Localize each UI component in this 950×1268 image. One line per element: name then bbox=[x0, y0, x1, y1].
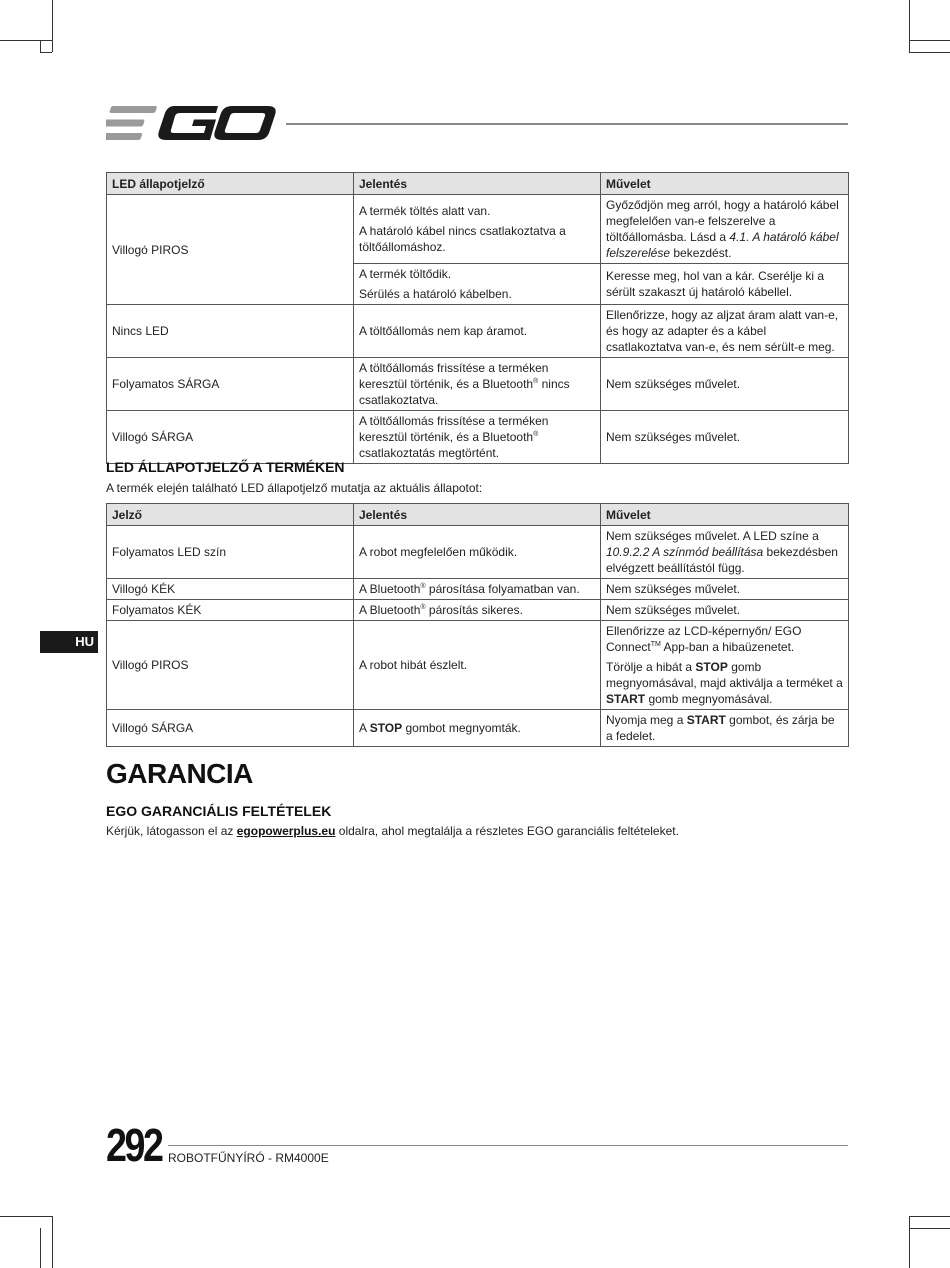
language-tab: HU bbox=[40, 631, 98, 653]
indicator-cell: Villogó SÁRGA bbox=[107, 710, 354, 747]
indicator-cell: Folyamatos LED szín bbox=[107, 526, 354, 579]
section-intro: A termék elején található LED állapotjelző mutatja az aktuális állapotot: bbox=[106, 481, 483, 495]
warranty-text-part: oldalra, ahol megtalálja a részletes EGO garanciális feltételeket. bbox=[335, 824, 679, 838]
action-cell: Ellenőrizze, hogy az aljzat áram alatt van-e, és hogy az adapter és a kábel csatlakoztatva van-e, és nem sérült-e meg. bbox=[601, 305, 849, 358]
action-text: App-ban a hibaüzenetet. bbox=[660, 640, 795, 654]
action-cell: Keresse meg, hol van a kár. Cserélje ki a sérült szakaszt új határoló kábellel. bbox=[601, 264, 849, 305]
action-cell bbox=[601, 195, 849, 264]
section-reference: 4.1. A határoló kábel felszerelése bbox=[606, 230, 839, 260]
section-heading: LED ÁLLAPOTJELZŐ A TERMÉKEN bbox=[106, 459, 345, 475]
page-number: 292 bbox=[106, 1119, 162, 1171]
meaning-cell: A robot megfelelően működik. bbox=[354, 526, 601, 579]
crop-mark bbox=[40, 1228, 41, 1268]
indicator-cell: Folyamatos KÉK bbox=[107, 600, 354, 621]
section-reference: 10.9.2.2 A színmód beállítása bbox=[606, 545, 764, 559]
table-header-row bbox=[107, 504, 849, 526]
warranty-text-part: Kérjük, látogasson el az bbox=[106, 824, 237, 838]
indicator-cell: Nincs LED bbox=[107, 305, 354, 358]
crop-mark bbox=[909, 40, 950, 41]
start-keyword: START bbox=[606, 692, 646, 706]
action-text: Ellenőrizze az LCD-képernyőn/ EGO Connect bbox=[606, 624, 802, 654]
meaning-text: gombot megnyomták. bbox=[402, 721, 521, 735]
crop-mark bbox=[40, 52, 52, 53]
warranty-subheading: EGO GARANCIÁLIS FELTÉTELEK bbox=[106, 803, 332, 819]
column-header: Jelentés bbox=[354, 504, 601, 526]
action-cell: Nem szükséges művelet. bbox=[601, 358, 849, 411]
meaning-text: csatlakoztatás megtörtént. bbox=[359, 446, 500, 460]
meaning-text: A bbox=[359, 721, 370, 735]
crop-mark bbox=[52, 1216, 53, 1268]
meaning-text: párosítása folyamatban van. bbox=[425, 582, 580, 596]
action-paragraph bbox=[606, 623, 843, 655]
registered-mark: ® bbox=[533, 431, 539, 438]
table-row bbox=[107, 600, 849, 621]
action-text: bekezdésben elvégzett beállítástól függ. bbox=[606, 545, 838, 575]
indicator-cell: Villogó SÁRGA bbox=[107, 411, 354, 464]
meaning-cell bbox=[354, 710, 601, 747]
table-row bbox=[107, 358, 849, 411]
meaning-text: A termék töltés alatt van. bbox=[359, 204, 491, 218]
charging-station-led-table bbox=[106, 172, 849, 464]
column-header: LED állapotjelző bbox=[107, 173, 354, 195]
action-cell: Nem szükséges művelet. bbox=[601, 579, 849, 600]
action-text: gomb megnyomásával. bbox=[645, 692, 773, 706]
action-text: gombot, és zárja be a fedelet. bbox=[606, 713, 835, 743]
registered-mark: ® bbox=[420, 604, 426, 611]
meaning-text: A töltőállomás frissítése a terméken keresztül történik, és a Bluetooth bbox=[359, 361, 549, 391]
crop-mark bbox=[40, 40, 41, 52]
registered-mark: ® bbox=[533, 378, 539, 385]
meaning-text: A határoló kábel nincs csatlakoztatva a töltőállomáshoz. bbox=[359, 224, 566, 254]
indicator-cell: Villogó PIROS bbox=[107, 195, 354, 305]
action-text: Győződjön meg arról, hogy a határoló kábel megfelelően van-e felszerelve a töltőállomásba. Lásd a bbox=[606, 198, 839, 244]
crop-mark bbox=[52, 0, 53, 52]
meaning-cell bbox=[354, 579, 601, 600]
column-header: Művelet bbox=[601, 504, 849, 526]
action-cell: Nem szükséges művelet. bbox=[601, 411, 849, 464]
action-text: gomb megnyomásával, majd aktiválja a terméket a bbox=[606, 660, 843, 690]
registered-mark: ® bbox=[420, 583, 426, 590]
table-row bbox=[107, 411, 849, 464]
table-header-row bbox=[107, 173, 849, 195]
crop-mark bbox=[909, 1228, 950, 1229]
column-header: Jelentés bbox=[354, 173, 601, 195]
table-row bbox=[107, 195, 849, 264]
page-section-title: GARANCIA bbox=[106, 758, 253, 789]
table-row bbox=[107, 621, 849, 710]
meaning-text: Sérülés a határoló kábelben. bbox=[359, 287, 512, 301]
action-paragraph bbox=[606, 659, 843, 707]
meaning-cell: A robot hibát észlelt. bbox=[354, 621, 601, 710]
product-led-table bbox=[106, 503, 849, 747]
action-cell: Nem szükséges művelet. bbox=[601, 600, 849, 621]
warranty-link[interactable]: egopowerplus.eu bbox=[236, 824, 336, 838]
crop-mark bbox=[909, 1216, 950, 1217]
meaning-text: A Bluetooth bbox=[359, 582, 421, 596]
stop-keyword: STOP bbox=[369, 721, 403, 735]
crop-mark bbox=[909, 1216, 910, 1268]
table-row bbox=[107, 710, 849, 747]
indicator-cell: Villogó PIROS bbox=[107, 621, 354, 710]
meaning-cell bbox=[354, 600, 601, 621]
action-cell bbox=[601, 526, 849, 579]
table-row bbox=[107, 305, 849, 358]
header-rule bbox=[286, 123, 848, 125]
column-header: Jelző bbox=[107, 504, 354, 526]
meaning-cell bbox=[354, 264, 601, 305]
indicator-cell: Villogó KÉK bbox=[107, 579, 354, 600]
meaning-text: A töltőállomás frissítése a terméken keresztül történik, és a Bluetooth bbox=[359, 414, 549, 444]
meaning-cell bbox=[354, 195, 601, 264]
action-cell bbox=[601, 621, 849, 710]
footer-rule bbox=[168, 1145, 848, 1146]
meaning-cell bbox=[354, 358, 601, 411]
warranty-text bbox=[106, 824, 679, 838]
crop-mark bbox=[909, 52, 950, 53]
column-header: Művelet bbox=[601, 173, 849, 195]
ego-logo bbox=[106, 104, 276, 142]
crop-mark bbox=[909, 0, 910, 52]
action-cell bbox=[601, 710, 849, 747]
footer-product: ROBOTFŰNYÍRÓ - RM4000E bbox=[168, 1151, 329, 1165]
action-text: Nem szükséges művelet. A LED színe a bbox=[606, 529, 819, 543]
start-keyword: START bbox=[686, 713, 726, 727]
meaning-text: nincs csatlakoztatva. bbox=[359, 377, 570, 407]
table-row bbox=[107, 579, 849, 600]
crop-mark bbox=[0, 1216, 52, 1217]
action-text: Nyomja meg a bbox=[606, 713, 687, 727]
meaning-cell: A töltőállomás nem kap áramot. bbox=[354, 305, 601, 358]
stop-keyword: STOP bbox=[695, 660, 728, 674]
table-row bbox=[107, 526, 849, 579]
meaning-cell bbox=[354, 411, 601, 464]
meaning-text: párosítás sikeres. bbox=[425, 603, 523, 617]
meaning-text: A Bluetooth bbox=[359, 603, 421, 617]
action-text: bekezdést. bbox=[670, 246, 732, 260]
meaning-text: A termék töltődik. bbox=[359, 267, 452, 281]
action-text: Törölje a hibát a bbox=[606, 660, 696, 674]
indicator-cell: Folyamatos SÁRGA bbox=[107, 358, 354, 411]
crop-mark bbox=[0, 40, 52, 41]
trademark-mark: TM bbox=[650, 641, 661, 648]
